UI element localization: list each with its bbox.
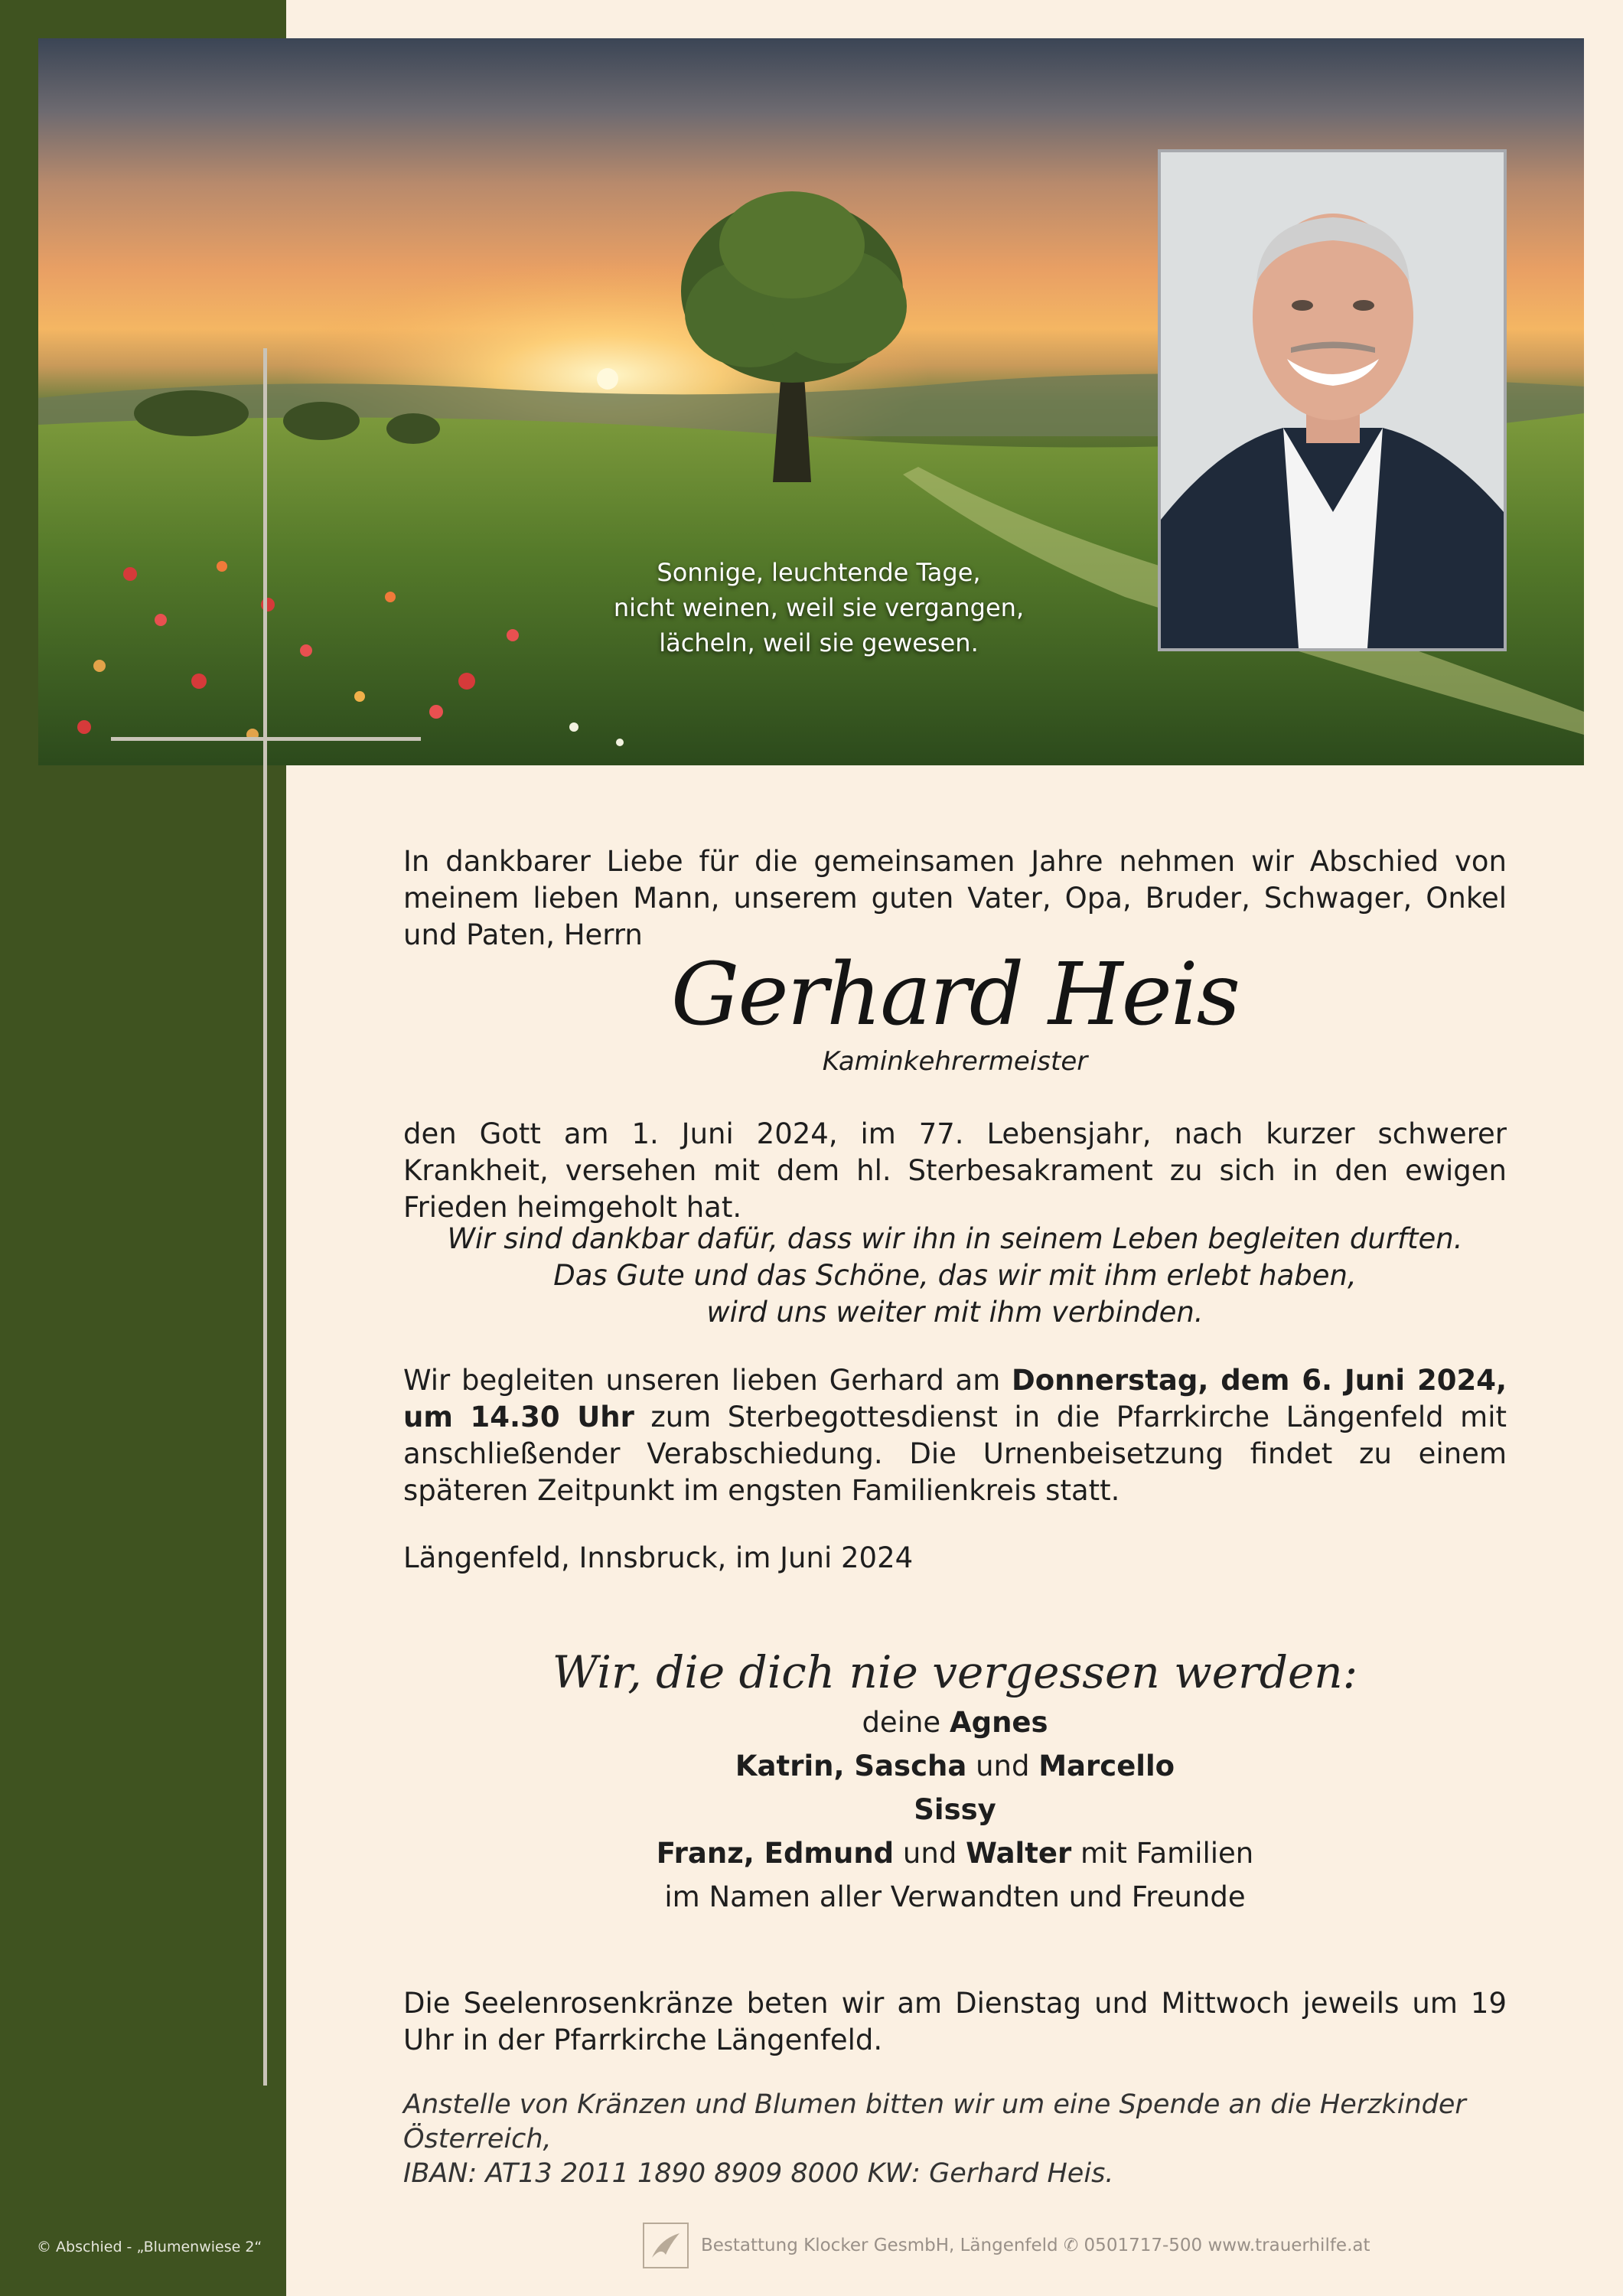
mourners-list xyxy=(403,1701,1507,1919)
sun xyxy=(597,368,618,390)
poem xyxy=(403,1221,1507,1331)
mourner-name: Walter xyxy=(966,1837,1072,1870)
deceased-profession: Kaminkehrermeister xyxy=(822,1046,1088,1077)
hero-quote-line: nicht weinen, weil sie vergangen, xyxy=(613,593,1025,622)
mourners-line xyxy=(403,1831,1507,1875)
poem-line: Wir sind dankbar dafür, dass wir ihn in seinem Leben begleiten durften. xyxy=(447,1222,1463,1255)
mourners-line xyxy=(403,1788,1507,1831)
mourners-motto: Wir, die dich nie vergessen werden: xyxy=(552,1646,1358,1698)
mourner-name: Agnes xyxy=(949,1706,1048,1739)
donation-line: IBAN: AT13 2011 1890 8909 8000 KW: Gerhard Heis. xyxy=(403,2158,1114,2189)
footer xyxy=(643,2221,1370,2270)
mourner-name: Marcello xyxy=(1038,1750,1175,1782)
ceremony-rest: zum Sterbegottesdienst in die Pfarrkirche Längenfeld mit anschließender Verabschiedung. Die Urnenbeisetzung findet zu einem späteren Zeitpunkt im engsten Familienkreis statt. xyxy=(403,1401,1507,1507)
mourner-name: Katrin, Sascha xyxy=(735,1750,967,1782)
mourners-line: im Namen aller Verwandten und Freunde xyxy=(664,1880,1246,1913)
portrait-photo xyxy=(1158,149,1507,651)
ceremony-date-time: Donnerstag, dem 6. Juni 2024, um 14.30 Uhr xyxy=(403,1364,1507,1433)
mourner-name: Sissy xyxy=(914,1793,996,1826)
hero-quote-line: Sonnige, leuchtende Tage, xyxy=(657,558,981,587)
hero-quote-line: lächeln, weil sie gewesen. xyxy=(659,628,979,657)
mourner-name: Franz, Edmund xyxy=(656,1837,895,1870)
donation-note xyxy=(403,2088,1507,2191)
donation-line: Anstelle von Kränzen und Blumen bitten wir um eine Spende an die Herzkinder Österreich, xyxy=(403,2089,1466,2154)
poem-line: wird uns weiter mit ihm verbinden. xyxy=(706,1296,1204,1329)
mourners-text: und xyxy=(894,1837,966,1870)
intro-paragraph: In dankbarer Liebe für die gemeinsamen Jahre nehmen wir Abschied von meinem lieben Mann, unserem guten Vater, Opa, Bruder, Schwager, Onkel und Paten, Herrn xyxy=(403,845,1507,951)
death-notice-paragraph: den Gott am 1. Juni 2024, im 77. Lebensjahr, nach kurzer schwerer Krankheit, versehen mit dem hl. Sterbesakrament zu sich in den ewigen Frieden heimgeholt hat. xyxy=(403,1117,1507,1224)
image-credit: © Abschied - „Blumenwiese 2“ xyxy=(37,2239,262,2255)
ceremony-lead: Wir begleiten unseren lieben Gerhard am xyxy=(403,1364,1012,1397)
rosary-paragraph: Die Seelenrosenkränze beten wir am Dienstag und Mittwoch jeweils um 19 Uhr in der Pfarrkirche Längenfeld. xyxy=(403,1987,1507,2056)
cross-vertical-line xyxy=(263,348,267,2086)
mourners-text: deine xyxy=(862,1706,950,1739)
mourners-line xyxy=(403,1744,1507,1788)
poem-line: Das Gute und das Schöne, das wir mit ihm erlebt haben, xyxy=(553,1259,1357,1292)
portrait-illustration xyxy=(1161,152,1504,648)
hero-quote xyxy=(528,555,1110,660)
cross-horizontal-line xyxy=(111,737,421,741)
place-date: Längenfeld, Innsbruck, im Juni 2024 xyxy=(403,1541,914,1574)
footer-text: Bestattung Klocker GesmbH, Längenfeld ✆ 0501717-500 www.trauerhilfe.at xyxy=(701,2236,1370,2255)
deceased-name: Gerhard Heis xyxy=(670,945,1240,1045)
ceremony-paragraph xyxy=(403,1362,1507,1509)
mourners-text: mit Familien xyxy=(1071,1837,1254,1870)
mourners-line xyxy=(403,1701,1507,1744)
mourners-text: und xyxy=(966,1750,1039,1782)
funeral-home-logo-icon xyxy=(643,2223,689,2268)
